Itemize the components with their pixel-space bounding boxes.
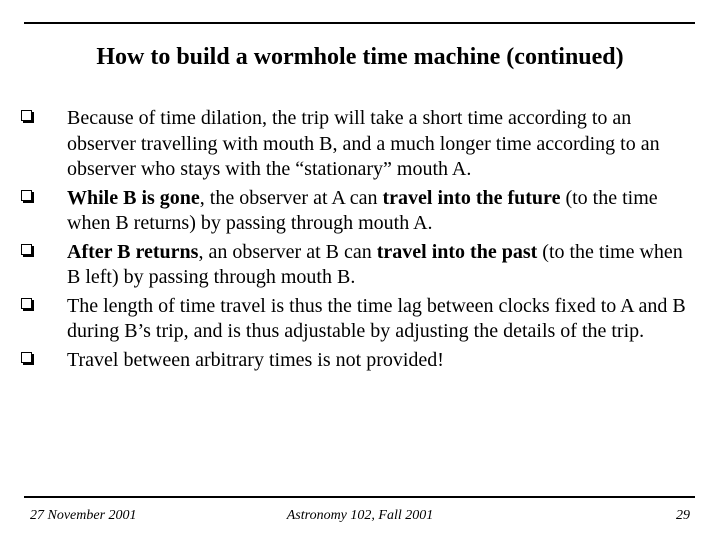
slide-title: How to build a wormhole time machine (continued)	[96, 44, 624, 70]
hollow-square-bullet-icon	[21, 298, 34, 311]
bullet-text: Travel between arbitrary times is not provided!	[67, 348, 444, 371]
hollow-square-bullet-icon	[21, 352, 34, 365]
bullet-item	[44, 348, 694, 374]
bullet-text: The length of time travel is thus the time lag between clocks fixed to A and B during B’s trip, and is thus adjustable by adjusting the details of the trip.	[67, 294, 686, 342]
top-rule	[24, 22, 695, 24]
hollow-square-bullet-icon	[21, 190, 34, 203]
bullet-item	[44, 186, 694, 237]
bullet-list	[44, 106, 694, 376]
bullet-bold-text: travel into the future	[382, 186, 561, 209]
bullet-text: , the observer at A can	[199, 186, 383, 209]
bullet-item	[44, 106, 694, 183]
footer-page-number: 29	[676, 508, 690, 523]
bullet-item	[44, 294, 694, 345]
bullet-item	[44, 240, 694, 291]
hollow-square-bullet-icon	[21, 244, 34, 257]
bullet-bold-text: After B returns	[67, 240, 199, 263]
footer-date: 27 November 2001	[30, 508, 137, 523]
bullet-bold-text: While B is gone	[67, 186, 200, 209]
bullet-text: (to the time when B left) by passing through mouth B.	[67, 240, 683, 288]
bullet-text: , an observer at B can	[198, 240, 377, 263]
footer-course: Astronomy 102, Fall 2001	[286, 508, 434, 523]
bullet-bold-text: travel into the past	[376, 240, 538, 263]
bottom-rule	[24, 496, 695, 498]
bullet-text: Because of time dilation, the trip will take a short time according to an observer travelling with mouth B, and a much longer time according to an observer who stays with the “stationary” mouth A.	[67, 107, 660, 180]
hollow-square-bullet-icon	[21, 110, 34, 123]
bullet-text: (to the time when B returns) by passing through mouth A.	[67, 186, 658, 234]
